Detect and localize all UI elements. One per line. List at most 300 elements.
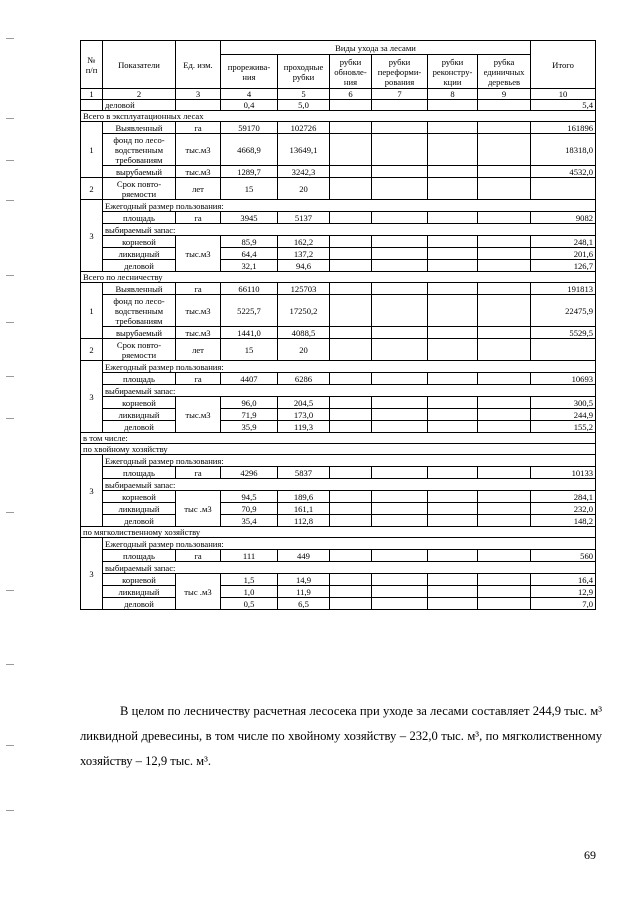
table-row xyxy=(81,455,596,467)
empty-cell xyxy=(330,327,372,339)
value-total: 300,5 xyxy=(531,397,596,409)
empty-cell xyxy=(330,212,372,224)
empty-cell xyxy=(330,586,372,598)
empty-cell xyxy=(372,295,428,327)
row-label: ликвидный xyxy=(103,586,176,598)
table-row xyxy=(81,361,596,373)
table-row xyxy=(81,111,596,122)
empty-cell xyxy=(478,295,531,327)
empty-cell xyxy=(478,327,531,339)
empty-cell xyxy=(330,421,372,433)
table-row xyxy=(81,200,596,212)
table-row xyxy=(81,327,596,339)
empty-cell xyxy=(330,515,372,527)
value-passage-cutting: 6,5 xyxy=(278,598,330,610)
value-thinning: 71,9 xyxy=(221,409,278,421)
margin-mark xyxy=(6,275,14,276)
value-total: 5,4 xyxy=(531,100,596,111)
row-label: площадь xyxy=(103,550,176,562)
subsection-heading: Ежегодный размер пользования: xyxy=(103,200,596,212)
value-thinning: 1289,7 xyxy=(221,166,278,178)
value-passage-cutting: 20 xyxy=(278,178,330,200)
value-passage-cutting: 20 xyxy=(278,339,330,361)
empty-cell xyxy=(372,166,428,178)
section-heading: в том числе: xyxy=(81,433,596,444)
empty-cell xyxy=(478,260,531,272)
value-total: 148,2 xyxy=(531,515,596,527)
margin-mark xyxy=(6,664,14,665)
table-row xyxy=(81,515,596,527)
value-thinning: 15 xyxy=(221,339,278,361)
value-thinning: 4296 xyxy=(221,467,278,479)
header-type-reconstruction-cutting: рубки реконстру- кции xyxy=(428,55,478,89)
row-label: ликвидный xyxy=(103,503,176,515)
empty-cell xyxy=(372,373,428,385)
header-type-single-tree-cutting: рубка единичных деревьев xyxy=(478,55,531,89)
value-thinning: 0,5 xyxy=(221,598,278,610)
unit-cell: тыс .м3 xyxy=(176,491,221,527)
empty-cell xyxy=(372,283,428,295)
col-number: 3 xyxy=(176,89,221,100)
table-row xyxy=(81,178,596,200)
value-total: 12,9 xyxy=(531,586,596,598)
value-thinning: 96,0 xyxy=(221,397,278,409)
page-number: 69 xyxy=(584,848,596,862)
value-total: 244,9 xyxy=(531,409,596,421)
empty-cell xyxy=(330,339,372,361)
row-label: площадь xyxy=(103,467,176,479)
empty-cell xyxy=(428,100,478,111)
row-label: ликвидный xyxy=(103,248,176,260)
empty-cell xyxy=(330,134,372,166)
empty-cell xyxy=(428,295,478,327)
margin-mark xyxy=(6,38,14,39)
empty-cell xyxy=(428,586,478,598)
row-number: 3 xyxy=(81,455,103,527)
value-total: 16,4 xyxy=(531,574,596,586)
empty-cell xyxy=(372,550,428,562)
unit-cell: га xyxy=(176,373,221,385)
empty-cell xyxy=(372,134,428,166)
value-passage-cutting: 14,9 xyxy=(278,574,330,586)
empty-cell xyxy=(478,134,531,166)
value-thinning: 4668,9 xyxy=(221,134,278,166)
row-number: 3 xyxy=(81,538,103,610)
subsection-heading: выбираемый запас: xyxy=(103,562,596,574)
value-total xyxy=(531,178,596,200)
margin-mark xyxy=(6,810,14,811)
value-passage-cutting: 5137 xyxy=(278,212,330,224)
subsection-heading: выбираемый запас: xyxy=(103,479,596,491)
value-total: 191813 xyxy=(531,283,596,295)
margin-mark xyxy=(6,745,14,746)
value-total: 9082 xyxy=(531,212,596,224)
empty-cell xyxy=(330,467,372,479)
empty-cell xyxy=(372,212,428,224)
value-passage-cutting: 11,9 xyxy=(278,586,330,598)
value-thinning: 64,4 xyxy=(221,248,278,260)
col-number: 1 xyxy=(81,89,103,100)
empty-cell xyxy=(372,586,428,598)
row-number-cell xyxy=(81,100,103,111)
unit-cell xyxy=(176,100,221,111)
empty-cell xyxy=(330,283,372,295)
value-thinning: 1,0 xyxy=(221,586,278,598)
value-thinning: 5225,7 xyxy=(221,295,278,327)
value-total: 18318,0 xyxy=(531,134,596,166)
margin-mark xyxy=(6,200,14,201)
unit-cell: га xyxy=(176,467,221,479)
empty-cell xyxy=(478,397,531,409)
empty-cell xyxy=(478,409,531,421)
empty-cell xyxy=(330,166,372,178)
empty-cell xyxy=(478,421,531,433)
forest-care-table-container xyxy=(80,40,595,610)
table-row xyxy=(81,479,596,491)
col-number: 10 xyxy=(531,89,596,100)
value-passage-cutting: 161,1 xyxy=(278,503,330,515)
row-number: 3 xyxy=(81,361,103,433)
unit-cell: тыс .м3 xyxy=(176,574,221,610)
row-label: корневой xyxy=(103,491,176,503)
value-passage-cutting: 119,3 xyxy=(278,421,330,433)
empty-cell xyxy=(372,339,428,361)
empty-cell xyxy=(428,574,478,586)
section-heading: по мягколиственному хозяйству xyxy=(81,527,596,538)
row-label: корневой xyxy=(103,574,176,586)
empty-cell xyxy=(478,122,531,134)
empty-cell xyxy=(428,236,478,248)
empty-cell xyxy=(330,373,372,385)
margin-mark xyxy=(6,512,14,513)
empty-cell xyxy=(428,260,478,272)
empty-cell xyxy=(372,122,428,134)
row-label: деловой xyxy=(103,421,176,433)
unit-cell: тыс.м3 xyxy=(176,236,221,272)
empty-cell xyxy=(330,100,372,111)
value-total: 232,0 xyxy=(531,503,596,515)
table-row xyxy=(81,224,596,236)
unit-cell: лет xyxy=(176,178,221,200)
value-total: 22475,9 xyxy=(531,295,596,327)
value-total: 248,1 xyxy=(531,236,596,248)
row-label: Срок повто- ряемости xyxy=(103,178,176,200)
value-thinning: 85,9 xyxy=(221,236,278,248)
value-passage-cutting: 3242,3 xyxy=(278,166,330,178)
table-row xyxy=(81,272,596,283)
unit-cell: тыс.м3 xyxy=(176,295,221,327)
row-label: корневой xyxy=(103,236,176,248)
row-label: Срок повто- ряемости xyxy=(103,339,176,361)
subsection-heading: Ежегодный размер пользования: xyxy=(103,538,596,550)
table-row xyxy=(81,421,596,433)
col-number: 7 xyxy=(372,89,428,100)
empty-cell xyxy=(330,260,372,272)
table-row xyxy=(81,212,596,224)
value-total: 10693 xyxy=(531,373,596,385)
empty-cell xyxy=(372,409,428,421)
table-body xyxy=(81,100,596,610)
empty-cell xyxy=(330,178,372,200)
row-number: 1 xyxy=(81,122,103,178)
table-row xyxy=(81,295,596,327)
unit-cell: лет xyxy=(176,339,221,361)
table-row xyxy=(81,283,596,295)
value-passage-cutting: 94,6 xyxy=(278,260,330,272)
col-number: 6 xyxy=(330,89,372,100)
table-row xyxy=(81,373,596,385)
row-label: фонд по лесо- водственным требованиям xyxy=(103,134,176,166)
unit-cell: тыс.м3 xyxy=(176,397,221,433)
value-passage-cutting: 204,5 xyxy=(278,397,330,409)
empty-cell xyxy=(372,503,428,515)
margin-mark xyxy=(6,418,14,419)
row-label: корневой xyxy=(103,397,176,409)
empty-cell xyxy=(428,373,478,385)
col-number: 2 xyxy=(103,89,176,100)
empty-cell xyxy=(478,212,531,224)
empty-cell xyxy=(428,467,478,479)
value-thinning: 4407 xyxy=(221,373,278,385)
empty-cell xyxy=(428,178,478,200)
section-heading: Всего в эксплуатационных лесах xyxy=(81,111,596,122)
value-passage-cutting: 6286 xyxy=(278,373,330,385)
section-heading: Всего по лесничеству xyxy=(81,272,596,283)
value-thinning: 59170 xyxy=(221,122,278,134)
row-label: фонд по лесо- водственным требованиям xyxy=(103,295,176,327)
empty-cell xyxy=(428,134,478,166)
table-row xyxy=(81,134,596,166)
empty-cell xyxy=(372,100,428,111)
table-row xyxy=(81,503,596,515)
empty-cell xyxy=(478,178,531,200)
unit-cell: га xyxy=(176,122,221,134)
table-row xyxy=(81,527,596,538)
table-row xyxy=(81,433,596,444)
value-passage-cutting: 173,0 xyxy=(278,409,330,421)
subsection-heading: Ежегодный размер пользования: xyxy=(103,361,596,373)
subsection-heading: выбираемый запас: xyxy=(103,224,596,236)
subsection-heading: выбираемый запас: xyxy=(103,385,596,397)
header-num: № п/п xyxy=(81,41,103,89)
row-label: площадь xyxy=(103,373,176,385)
empty-cell xyxy=(428,421,478,433)
row-label: площадь xyxy=(103,212,176,224)
value-passage-cutting: 5,0 xyxy=(278,100,330,111)
row-label: деловой xyxy=(103,260,176,272)
col-number: 8 xyxy=(428,89,478,100)
value-passage-cutting: 102726 xyxy=(278,122,330,134)
table-row xyxy=(81,236,596,248)
value-passage-cutting: 17250,2 xyxy=(278,295,330,327)
margin-mark xyxy=(6,590,14,591)
empty-cell xyxy=(478,515,531,527)
col-number: 4 xyxy=(221,89,278,100)
empty-cell xyxy=(428,339,478,361)
empty-cell xyxy=(478,248,531,260)
empty-cell xyxy=(428,166,478,178)
empty-cell xyxy=(330,574,372,586)
empty-cell xyxy=(330,122,372,134)
empty-cell xyxy=(330,397,372,409)
value-total: 201,6 xyxy=(531,248,596,260)
row-label: вырубаемый xyxy=(103,166,176,178)
value-thinning: 94,5 xyxy=(221,491,278,503)
value-passage-cutting: 189,6 xyxy=(278,491,330,503)
row-label: вырубаемый xyxy=(103,327,176,339)
value-thinning: 3945 xyxy=(221,212,278,224)
value-total: 10133 xyxy=(531,467,596,479)
header-type-reformation-cutting: рубки переформи- рования xyxy=(372,55,428,89)
empty-cell xyxy=(478,100,531,111)
value-thinning: 35,4 xyxy=(221,515,278,527)
header-type-thinning: прорежива- ния xyxy=(221,55,278,89)
empty-cell xyxy=(478,491,531,503)
empty-cell xyxy=(478,373,531,385)
forest-care-table xyxy=(80,40,596,610)
row-label: деловой xyxy=(103,515,176,527)
value-thinning: 70,9 xyxy=(221,503,278,515)
value-thinning: 32,1 xyxy=(221,260,278,272)
unit-cell: тыс.м3 xyxy=(176,134,221,166)
table-row xyxy=(81,444,596,455)
empty-cell xyxy=(478,550,531,562)
table-row xyxy=(81,166,596,178)
value-thinning: 15 xyxy=(221,178,278,200)
empty-cell xyxy=(330,248,372,260)
col-number: 5 xyxy=(278,89,330,100)
empty-cell xyxy=(478,586,531,598)
empty-cell xyxy=(428,409,478,421)
value-total: 560 xyxy=(531,550,596,562)
empty-cell xyxy=(478,236,531,248)
header-type-renewal-cutting: рубки обновле- ния xyxy=(330,55,372,89)
empty-cell xyxy=(428,327,478,339)
row-label: деловой xyxy=(103,100,176,111)
empty-cell xyxy=(372,421,428,433)
value-passage-cutting: 449 xyxy=(278,550,330,562)
value-passage-cutting: 137,2 xyxy=(278,248,330,260)
empty-cell xyxy=(372,491,428,503)
empty-cell xyxy=(478,503,531,515)
header-unit: Ед. изм. xyxy=(176,41,221,89)
table-row xyxy=(81,574,596,586)
row-label: Выявленный xyxy=(103,122,176,134)
empty-cell xyxy=(428,550,478,562)
empty-cell xyxy=(372,178,428,200)
row-number: 3 xyxy=(81,200,103,272)
value-total: 5529,5 xyxy=(531,327,596,339)
value-total xyxy=(531,339,596,361)
table-row xyxy=(81,467,596,479)
value-passage-cutting: 162,2 xyxy=(278,236,330,248)
empty-cell xyxy=(330,295,372,327)
empty-cell xyxy=(478,598,531,610)
table-row xyxy=(81,385,596,397)
unit-cell: га xyxy=(176,283,221,295)
empty-cell xyxy=(428,491,478,503)
value-total: 7,0 xyxy=(531,598,596,610)
empty-cell xyxy=(372,327,428,339)
header-total: Итого xyxy=(531,41,596,89)
table-row xyxy=(81,100,596,111)
value-passage-cutting: 125703 xyxy=(278,283,330,295)
value-passage-cutting: 13649,1 xyxy=(278,134,330,166)
empty-cell xyxy=(428,248,478,260)
empty-cell xyxy=(428,515,478,527)
empty-cell xyxy=(372,236,428,248)
empty-cell xyxy=(372,397,428,409)
margin-mark xyxy=(6,118,14,119)
row-label: деловой xyxy=(103,598,176,610)
header-indicators: Показатели xyxy=(103,41,176,89)
empty-cell xyxy=(478,283,531,295)
empty-cell xyxy=(428,598,478,610)
empty-cell xyxy=(428,397,478,409)
value-passage-cutting: 5837 xyxy=(278,467,330,479)
value-thinning: 1441,0 xyxy=(221,327,278,339)
value-passage-cutting: 112,8 xyxy=(278,515,330,527)
empty-cell xyxy=(372,248,428,260)
empty-cell xyxy=(478,339,531,361)
header-type-passage-cutting: проходные рубки xyxy=(278,55,330,89)
value-total: 4532,0 xyxy=(531,166,596,178)
empty-cell xyxy=(478,574,531,586)
unit-cell: га xyxy=(176,212,221,224)
empty-cell xyxy=(428,212,478,224)
empty-cell xyxy=(428,283,478,295)
empty-cell xyxy=(372,598,428,610)
row-number: 2 xyxy=(81,178,103,200)
header-types-group: Виды ухода за лесами xyxy=(221,41,531,55)
table-row xyxy=(81,491,596,503)
table-row xyxy=(81,122,596,134)
value-total: 155,2 xyxy=(531,421,596,433)
summary-paragraph: В целом по лесничеству расчетная лесосека при уходе за лесами составляет 244,9 тыс. м³ ликвидной древесины, в том числе по хвойному хозяйству – 232,0 тыс. м³, по мягколиственному хозяйству – 12,9 тыс. м³. xyxy=(80,703,602,768)
value-thinning: 111 xyxy=(221,550,278,562)
empty-cell xyxy=(330,409,372,421)
subsection-heading: Ежегодный размер пользования: xyxy=(103,455,596,467)
value-thinning: 66110 xyxy=(221,283,278,295)
empty-cell xyxy=(330,550,372,562)
empty-cell xyxy=(372,467,428,479)
empty-cell xyxy=(428,503,478,515)
empty-cell xyxy=(478,467,531,479)
row-label: ликвидный xyxy=(103,409,176,421)
table-row xyxy=(81,409,596,421)
value-passage-cutting: 4088,5 xyxy=(278,327,330,339)
row-label: Выявленный xyxy=(103,283,176,295)
unit-cell: га xyxy=(176,550,221,562)
empty-cell xyxy=(330,503,372,515)
table-row xyxy=(81,586,596,598)
section-heading: по хвойному хозяйству xyxy=(81,444,596,455)
table-row xyxy=(81,248,596,260)
empty-cell xyxy=(372,260,428,272)
empty-cell xyxy=(478,166,531,178)
table-row xyxy=(81,550,596,562)
table-row xyxy=(81,538,596,550)
value-total: 126,7 xyxy=(531,260,596,272)
table-row xyxy=(81,260,596,272)
empty-cell xyxy=(372,574,428,586)
row-number: 2 xyxy=(81,339,103,361)
empty-cell xyxy=(330,491,372,503)
empty-cell xyxy=(428,122,478,134)
table-row xyxy=(81,397,596,409)
empty-cell xyxy=(372,515,428,527)
table-row xyxy=(81,562,596,574)
